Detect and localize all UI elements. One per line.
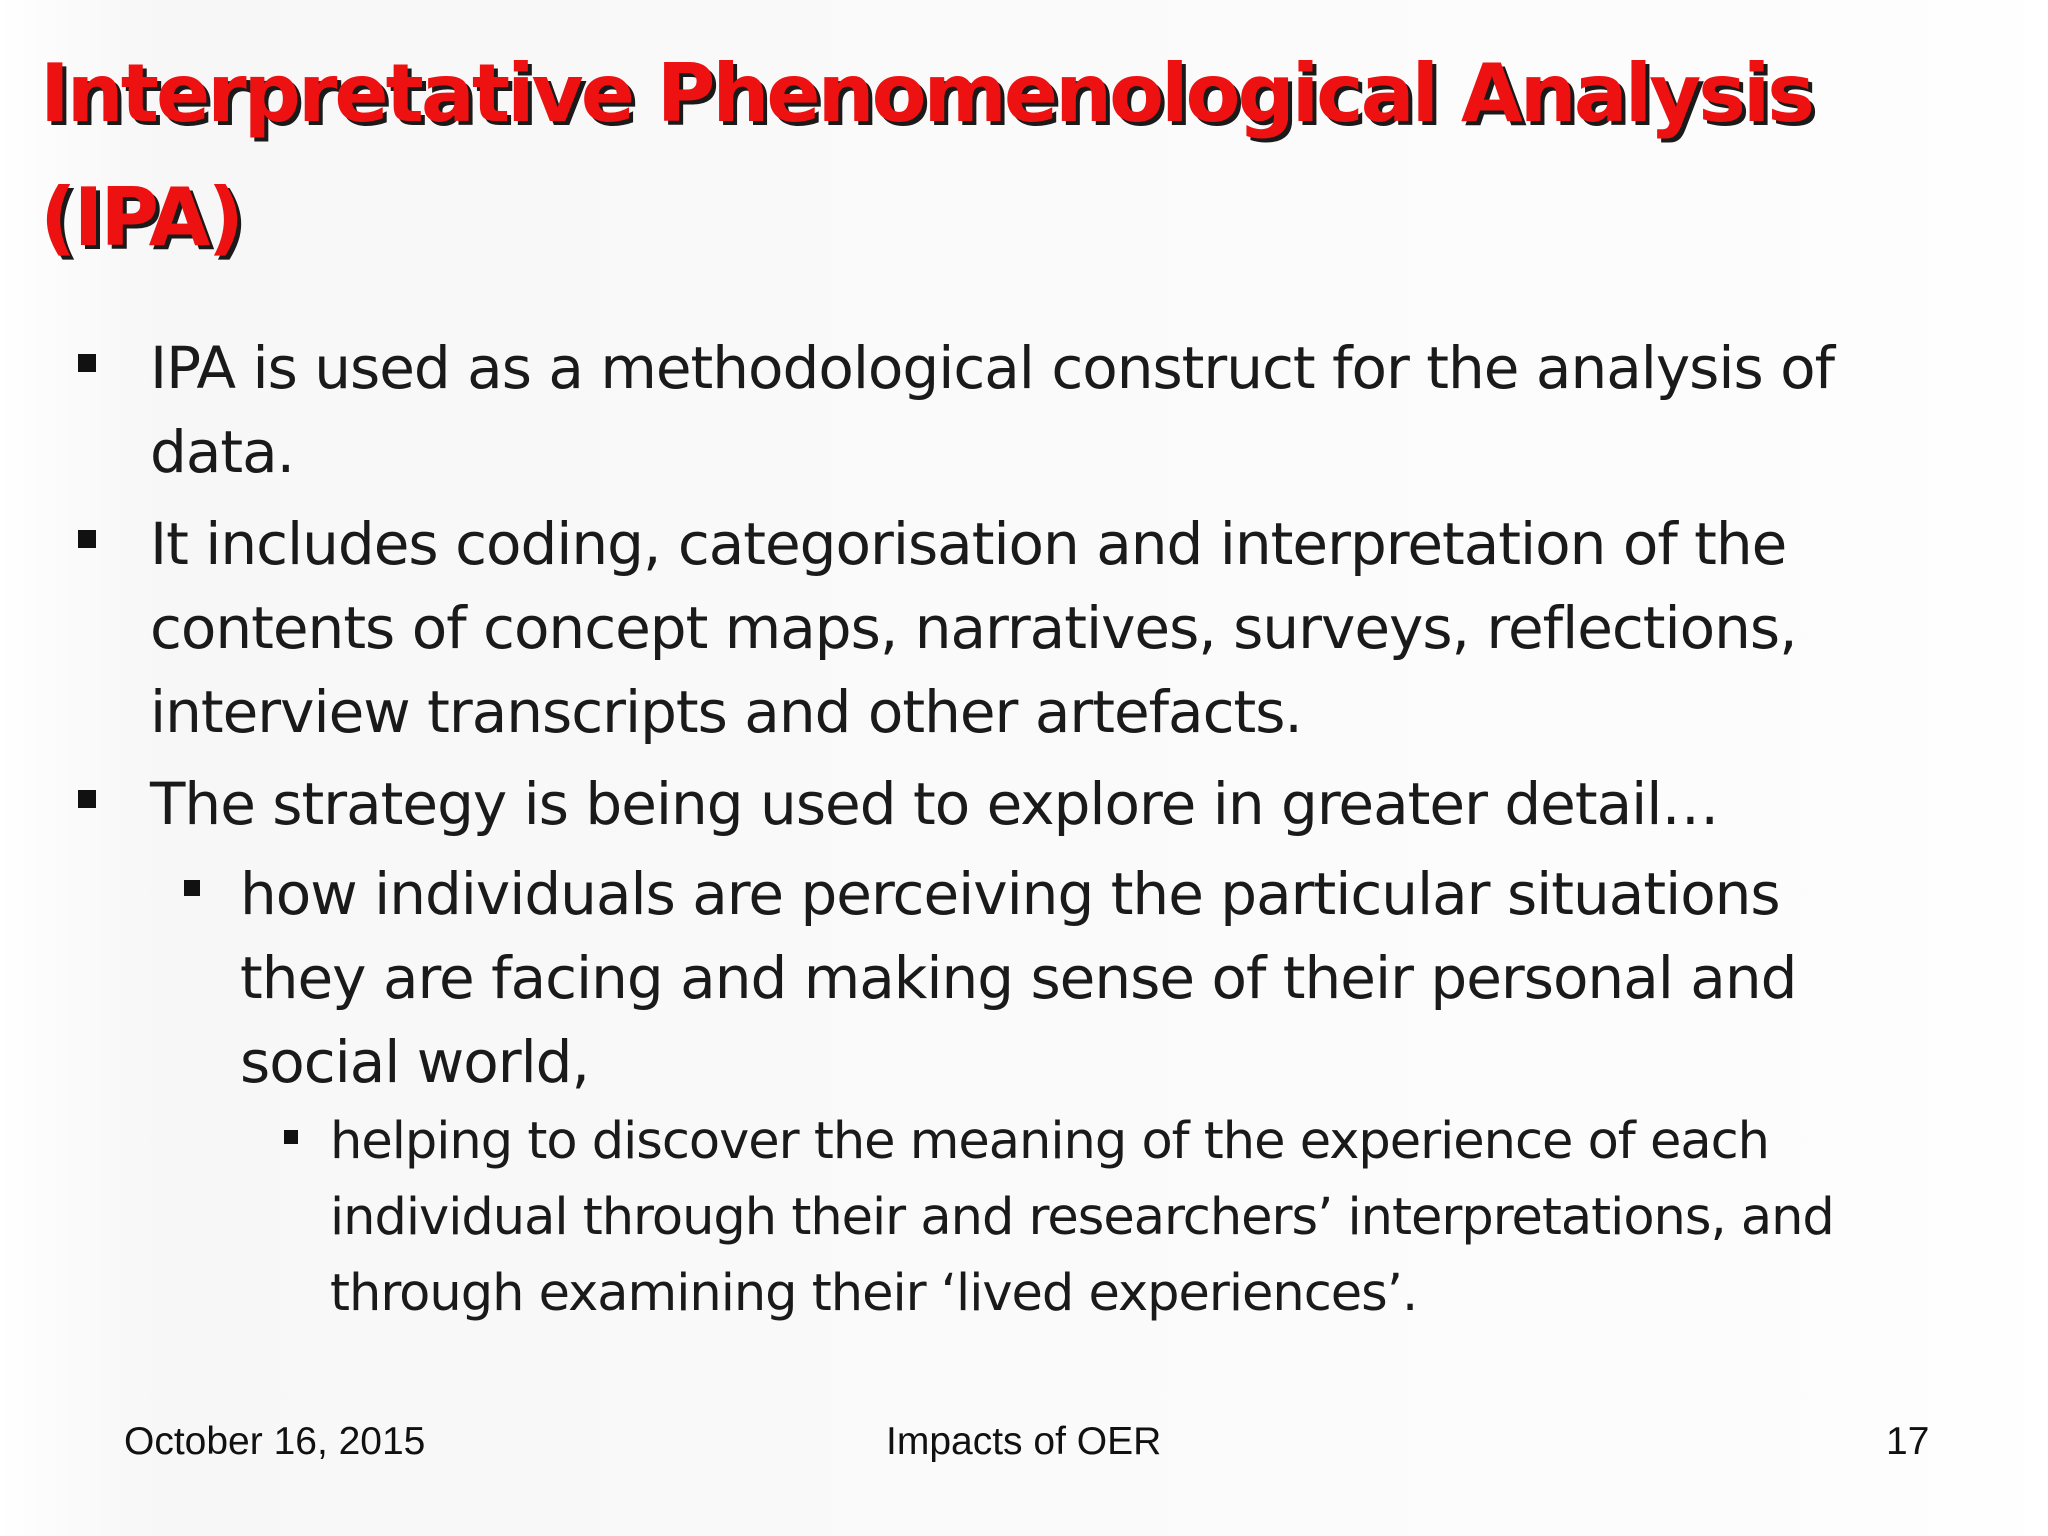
- slide-title-line-1: Interpretative Phenomenological Analysis: [40, 47, 1812, 140]
- square-bullet-icon: [184, 880, 200, 896]
- bullet-item-2: [150, 502, 1850, 754]
- slide-title-line-2: (IPA): [40, 171, 242, 264]
- square-bullet-icon: [284, 1130, 298, 1144]
- bullet-text: IPA is used as a methodological construct for the analysis of data.: [150, 334, 1835, 486]
- square-bullet-icon: [78, 530, 96, 548]
- square-bullet-icon: [78, 354, 96, 372]
- bullet-item-3: [150, 762, 1850, 846]
- page-number: 17: [1886, 1420, 1930, 1463]
- footer-date: October 16, 2015: [124, 1420, 426, 1463]
- sub-sub-bullet-item-1: [330, 1104, 1930, 1332]
- sub-sub-bullet-text: helping to discover the meaning of the experience of each individual through their and researchers’ interpretations, and through examining their ‘lived experiences’.: [330, 1112, 1834, 1323]
- bullet-text: It includes coding, categorisation and interpretation of the contents of concept maps, narratives, surveys, reflections, interview transcripts and other artefacts.: [150, 510, 1797, 746]
- sub-bullet-text: how individuals are perceiving the particular situations they are facing and making sense of their personal and social world,: [240, 860, 1797, 1096]
- square-bullet-icon: [78, 790, 96, 808]
- bullet-text: The strategy is being used to explore in greater detail…: [150, 770, 1719, 838]
- bullet-item-1: [150, 326, 1850, 494]
- footer-title: Impacts of OER: [886, 1420, 1162, 1463]
- sub-bullet-item-1: [240, 852, 1840, 1104]
